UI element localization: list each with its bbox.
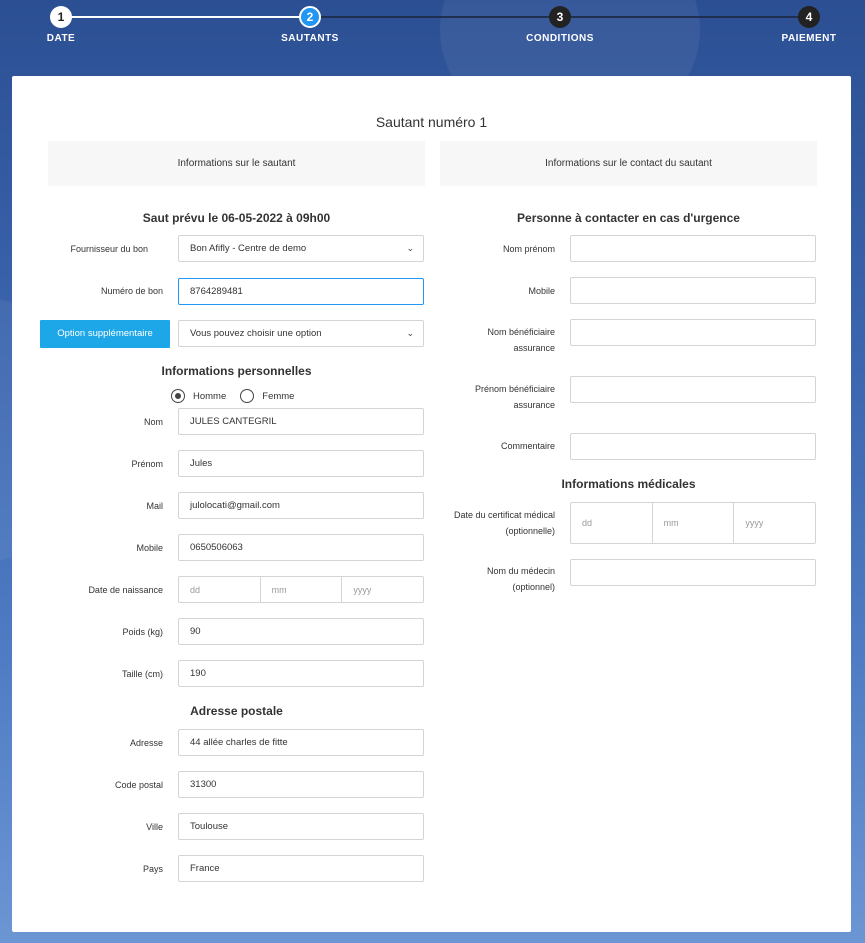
poids-input[interactable]: 90 <box>178 618 424 645</box>
mobile-input[interactable]: 0650506063 <box>178 534 424 561</box>
nom-prenom-label: Nom prénom <box>502 244 555 254</box>
birthdate-month-input[interactable]: mm <box>261 577 343 602</box>
step-number: 1 <box>50 6 72 28</box>
gender-radio-group <box>171 389 308 403</box>
step-conditions[interactable] <box>500 6 620 44</box>
emergency-mobile-input[interactable] <box>570 277 816 304</box>
step-number: 4 <box>798 6 820 28</box>
emergency-name-input[interactable] <box>570 235 816 262</box>
nom-input[interactable]: JULES CANTEGRIL <box>178 408 424 435</box>
medical-cert-date-group <box>570 502 816 544</box>
mail-label: Mail <box>146 501 163 511</box>
medical-info-title: Informations médicales <box>561 477 696 491</box>
address-title: Adresse postale <box>190 704 283 718</box>
gender-male-option[interactable] <box>171 389 226 403</box>
step-paiement[interactable] <box>749 6 865 44</box>
poids-label: Poids (kg) <box>122 627 163 637</box>
doctor-name-label-line2: (optionnel) <box>512 582 555 592</box>
provider-label: Fournisseur du bon <box>70 244 148 254</box>
mobile-label: Mobile <box>136 543 163 553</box>
chevron-down-icon: ⌄ <box>406 328 414 338</box>
code-postal-label: Code postal <box>114 780 163 790</box>
ville-input[interactable]: Toulouse <box>178 813 424 840</box>
doctor-name-label-line1: Nom du médecin <box>486 566 555 576</box>
beneficiary-lastname-input[interactable] <box>570 319 816 346</box>
gender-female-option[interactable] <box>240 389 294 403</box>
emergency-contact-title: Personne à contacter en cas d'urgence <box>517 211 740 225</box>
card-title: Sautant numéro 1 <box>375 114 488 130</box>
ville-label: Ville <box>146 822 163 832</box>
step-label: PAIEMENT <box>781 33 837 44</box>
prenom-input[interactable]: Jules <box>178 450 424 477</box>
prenom-label: Prénom <box>131 459 163 469</box>
comment-input[interactable] <box>570 433 816 460</box>
mail-input[interactable]: julolocati@gmail.com <box>178 492 424 519</box>
gender-female-radio[interactable] <box>240 389 254 403</box>
birthdate-label: Date de naissance <box>88 585 163 595</box>
tab-contact-info[interactable]: Informations sur le contact du sautant <box>440 141 817 186</box>
medical-cert-month-input[interactable]: mm <box>653 503 735 543</box>
doctor-name-input[interactable] <box>570 559 816 586</box>
extra-option-select[interactable] <box>178 320 424 347</box>
beneficiary-lastname-label-line2: assurance <box>513 343 555 353</box>
medical-cert-date-label <box>430 507 555 539</box>
emergency-mobile-label: Mobile <box>528 286 555 296</box>
medical-cert-date-label-line1: Date du certificat médical <box>453 510 555 520</box>
step-label: SAUTANTS <box>281 33 339 44</box>
chevron-down-icon: ⌄ <box>406 243 414 253</box>
birthdate-year-input[interactable]: yyyy <box>353 584 372 595</box>
step-sautants[interactable] <box>250 6 370 44</box>
beneficiary-lastname-label-line1: Nom bénéficiaire <box>487 327 555 337</box>
code-postal-input[interactable]: 31300 <box>178 771 424 798</box>
gender-male-label: Homme <box>193 390 227 402</box>
medical-cert-date-label-line2: (optionnelle) <box>505 526 555 536</box>
step-label: CONDITIONS <box>526 33 594 44</box>
comment-label: Commentaire <box>500 441 555 451</box>
pays-input[interactable]: France <box>178 855 424 882</box>
extra-option-value: Vous pouvez choisir une option <box>190 328 322 339</box>
adresse-input[interactable]: 44 allée charles de fitte <box>178 729 424 756</box>
provider-value: Bon Afifly - Centre de demo <box>190 243 307 254</box>
personal-info-title: Informations personnelles <box>161 364 312 378</box>
taille-input[interactable]: 190 <box>178 660 424 687</box>
doctor-name-label <box>440 563 555 595</box>
beneficiary-firstname-input[interactable] <box>570 376 816 403</box>
step-number: 2 <box>299 6 321 28</box>
beneficiary-firstname-label-line2: assurance <box>513 400 555 410</box>
taille-label: Taille (cm) <box>121 669 163 679</box>
progress-stepper <box>0 0 865 70</box>
provider-select[interactable] <box>178 235 424 262</box>
beneficiary-firstname-label <box>440 381 555 413</box>
gender-female-label: Femme <box>262 390 295 402</box>
gender-male-radio[interactable] <box>171 389 185 403</box>
extra-option-button[interactable]: Option supplémentaire <box>40 320 170 348</box>
voucher-label: Numéro de bon <box>100 286 163 296</box>
step-date[interactable] <box>1 6 121 44</box>
birthdate-input-group <box>178 576 424 603</box>
jump-date-title: Saut prévu le 06-05-2022 à 09h00 <box>142 211 331 225</box>
nom-label: Nom <box>143 417 163 427</box>
step-label: DATE <box>46 33 76 44</box>
voucher-number-input[interactable]: 8764289481 <box>178 278 424 305</box>
step-number: 3 <box>549 6 571 28</box>
beneficiary-firstname-label-line1: Prénom bénéficiaire <box>474 384 555 394</box>
medical-cert-day-input[interactable]: dd <box>571 503 653 543</box>
birthdate-day-input[interactable]: dd <box>179 577 261 602</box>
tab-jumper-info[interactable]: Informations sur le sautant <box>48 141 425 186</box>
jumper-form-card <box>12 76 851 932</box>
medical-cert-year-input[interactable]: yyyy <box>745 518 764 528</box>
adresse-label: Adresse <box>129 738 163 748</box>
beneficiary-lastname-label <box>440 324 555 356</box>
pays-label: Pays <box>142 864 163 874</box>
